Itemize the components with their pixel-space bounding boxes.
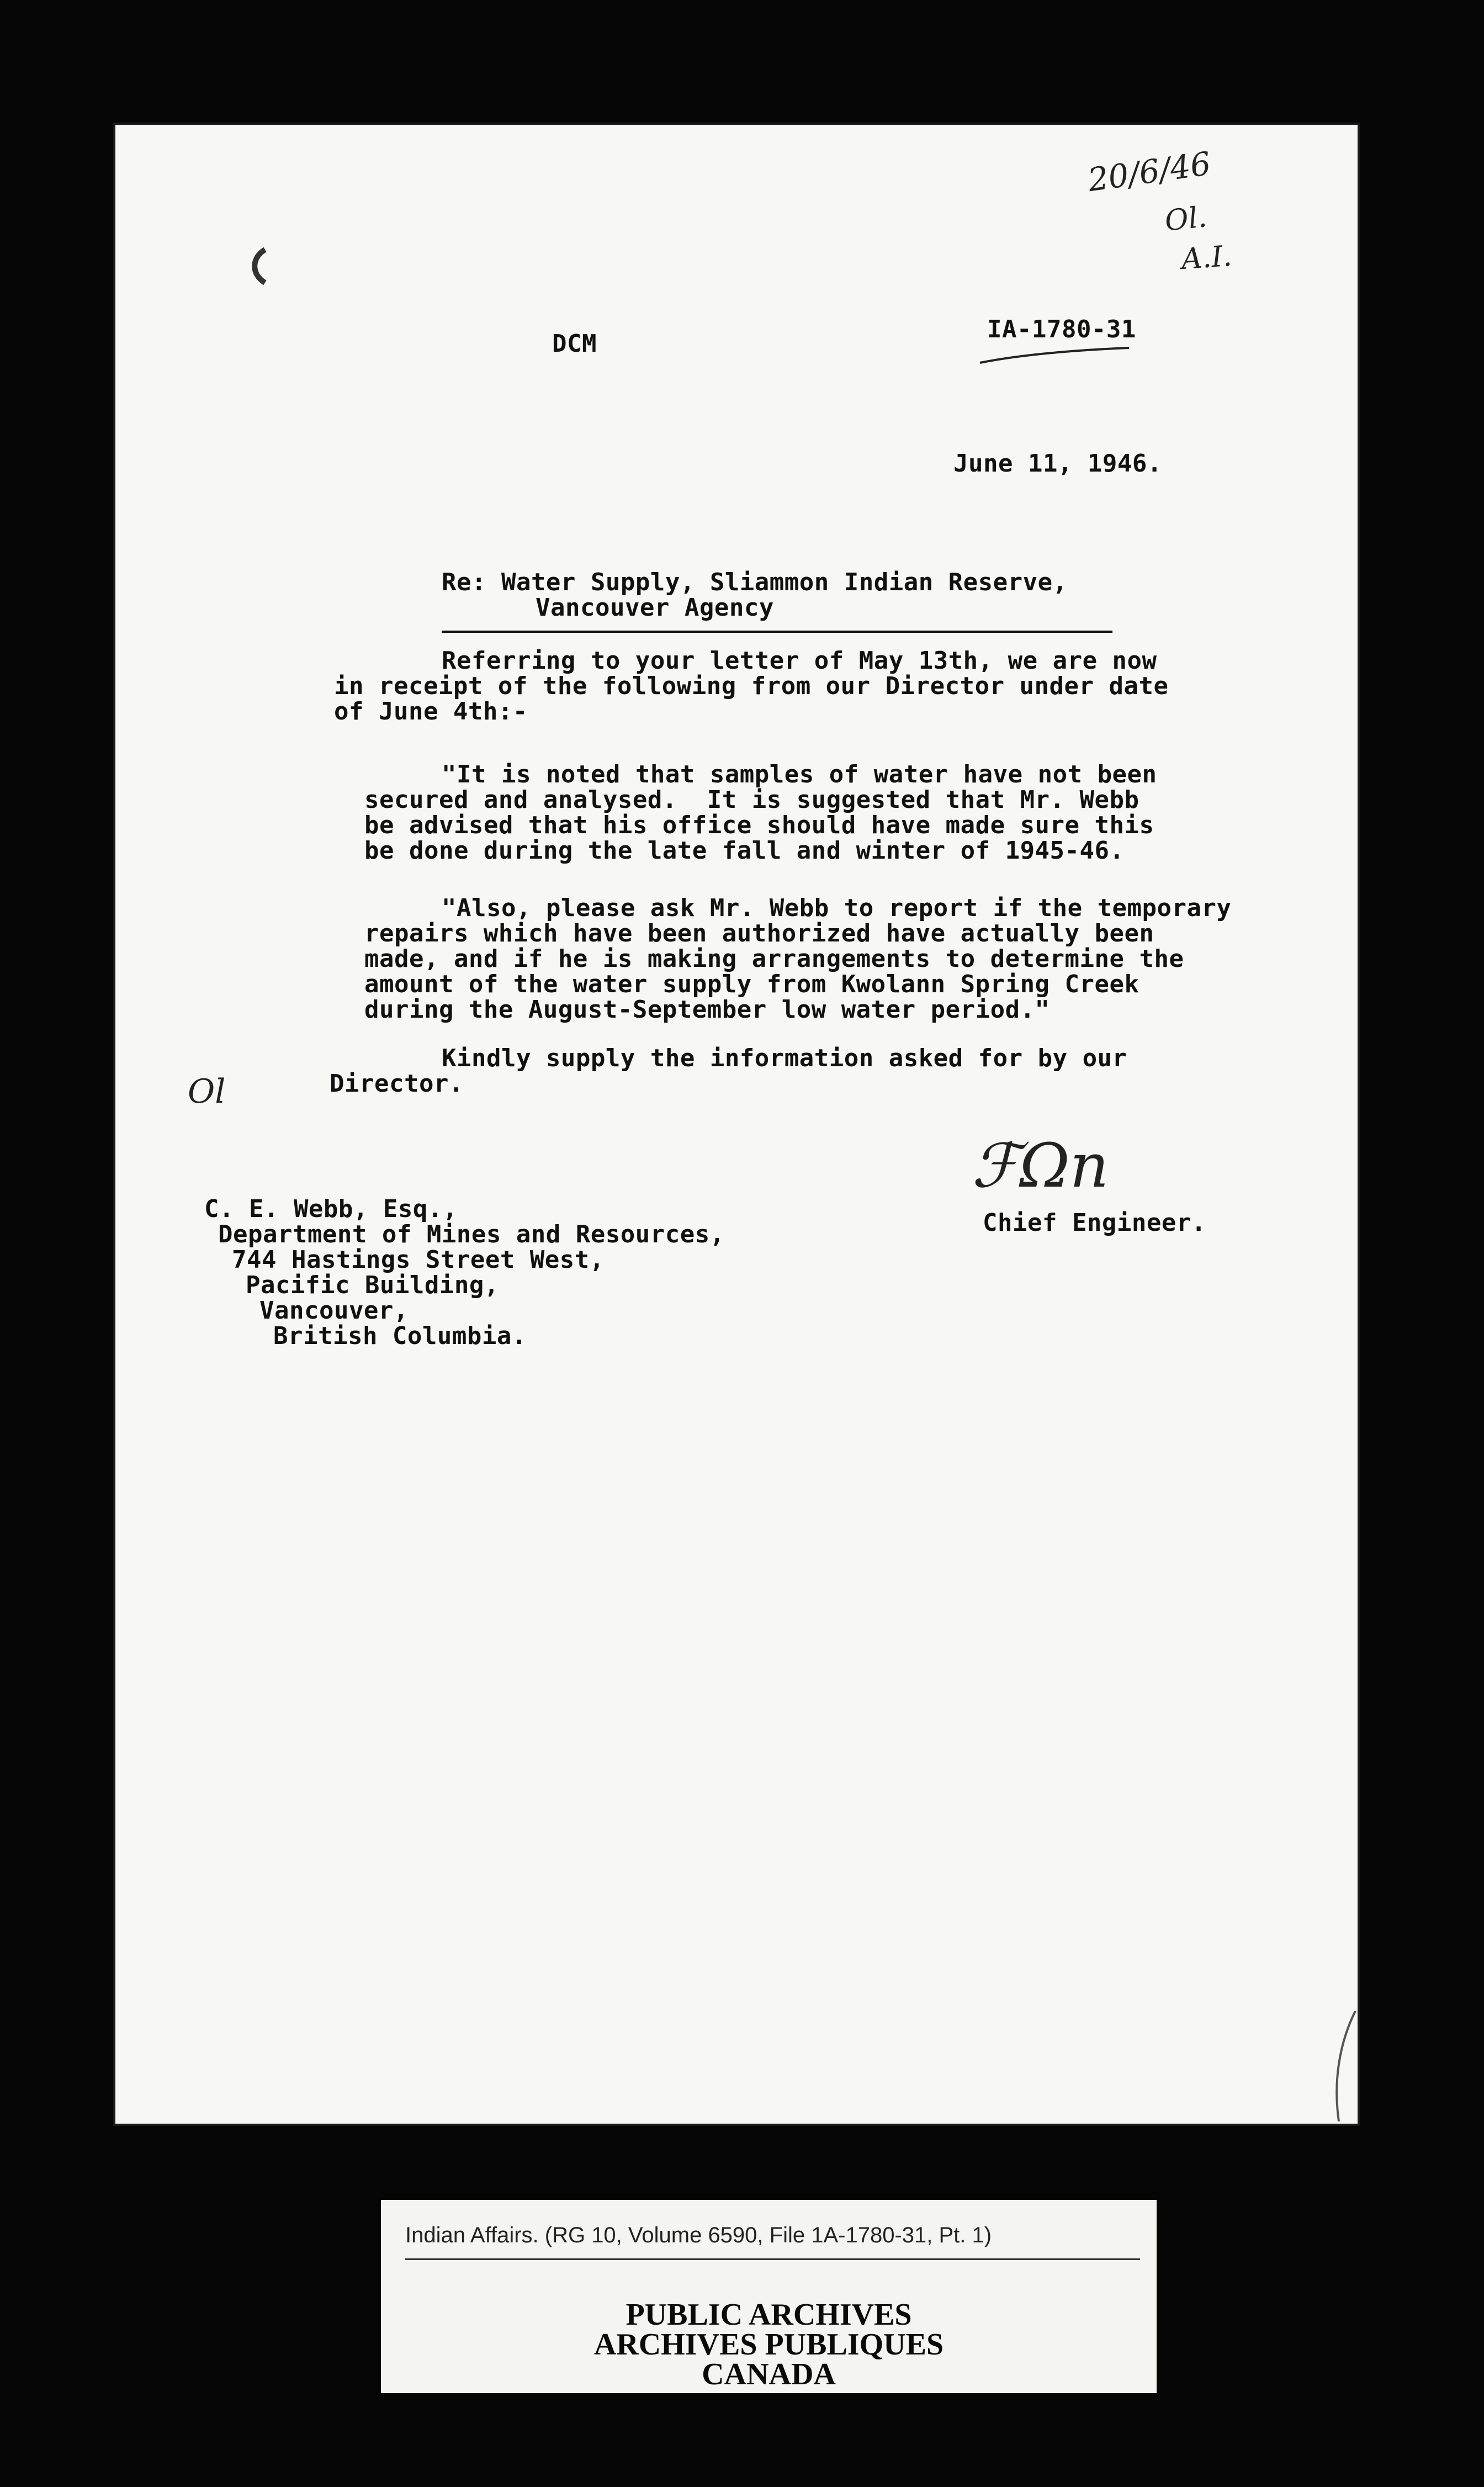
intro-line: in receipt of the following from our Director under date: [334, 672, 1169, 700]
address-line: Vancouver,: [259, 1297, 409, 1325]
recipient-address: [204, 1195, 725, 1350]
quote-line: be done during the late fall and winter of 1945-46.: [364, 837, 1125, 865]
closing-line: Director.: [330, 1070, 464, 1098]
intro-paragraph: [334, 648, 1168, 724]
closing-line: Kindly supply the information asked for by our: [442, 1044, 1127, 1072]
letter-page: [113, 123, 1360, 2126]
archive-label: [381, 2200, 1157, 2393]
punch-hole-mark: [248, 247, 271, 285]
closing-paragraph: [330, 1044, 1127, 1098]
handwritten-initials-note: Ol.: [1163, 200, 1209, 238]
letter-date: June 11, 1946.: [953, 449, 1162, 478]
page-curl: [1317, 2011, 1360, 2121]
address-line: Pacific Building,: [246, 1271, 499, 1299]
intro-line: of June 4th:-: [334, 697, 528, 726]
signature: ℱΩn: [972, 1130, 1109, 1201]
archive-title-fr: ARCHIVES PUBLIQUES: [593, 2327, 944, 2362]
archive-caption: Indian Affairs. (RG 10, Volume 6590, File 1A-1780-31, Pt. 1): [405, 2223, 992, 2247]
quote-line: be advised that his office should have made sure this: [364, 811, 1154, 839]
quote-line: amount of the water supply from Kwolann Spring Creek: [364, 970, 1140, 998]
margin-initial: Ol: [188, 1072, 226, 1111]
archive-title-en: PUBLIC ARCHIVES: [626, 2298, 912, 2332]
quote-line: made, and if he is making arrangements to determine the: [364, 945, 1184, 973]
quote-line: secured and analysed. It is suggested that Mr. Webb: [364, 786, 1140, 814]
quote-paragraph-2: [364, 894, 1232, 1024]
quote-paragraph-1: [364, 760, 1157, 865]
quote-line: "Also, please ask Mr. Webb to report if the temporary: [442, 894, 1232, 922]
header-initials: DCM: [552, 330, 597, 358]
handwritten-date-note: 20/6/46: [1085, 144, 1213, 199]
address-line: Department of Mines and Resources,: [218, 1220, 725, 1248]
archive-divider: [405, 2258, 1140, 2260]
subject-underline: [442, 631, 1112, 633]
archive-title-country: CANADA: [702, 2357, 836, 2391]
address-line: 744 Hastings Street West,: [232, 1246, 605, 1274]
subject-agency: Vancouver Agency: [536, 594, 774, 622]
intro-line: Referring to your letter of May 13th, we are now: [442, 647, 1157, 675]
quote-line: "It is noted that samples of water have not been: [442, 760, 1157, 789]
quote-line: repairs which have been authorized have actually been: [364, 919, 1154, 948]
file-number: IA-1780-31: [987, 315, 1136, 343]
signatory-title: Chief Engineer.: [983, 1209, 1206, 1237]
address-line: British Columbia.: [273, 1322, 527, 1350]
subject-line: Re: Water Supply, Sliammon Indian Reserve,: [442, 568, 1068, 596]
address-line: C. E. Webb, Esq.,: [204, 1195, 458, 1223]
file-number-underline: [977, 343, 1132, 366]
quote-line: during the August-September low water period.": [364, 996, 1050, 1024]
handwritten-ai-note: A.I.: [1180, 239, 1233, 277]
